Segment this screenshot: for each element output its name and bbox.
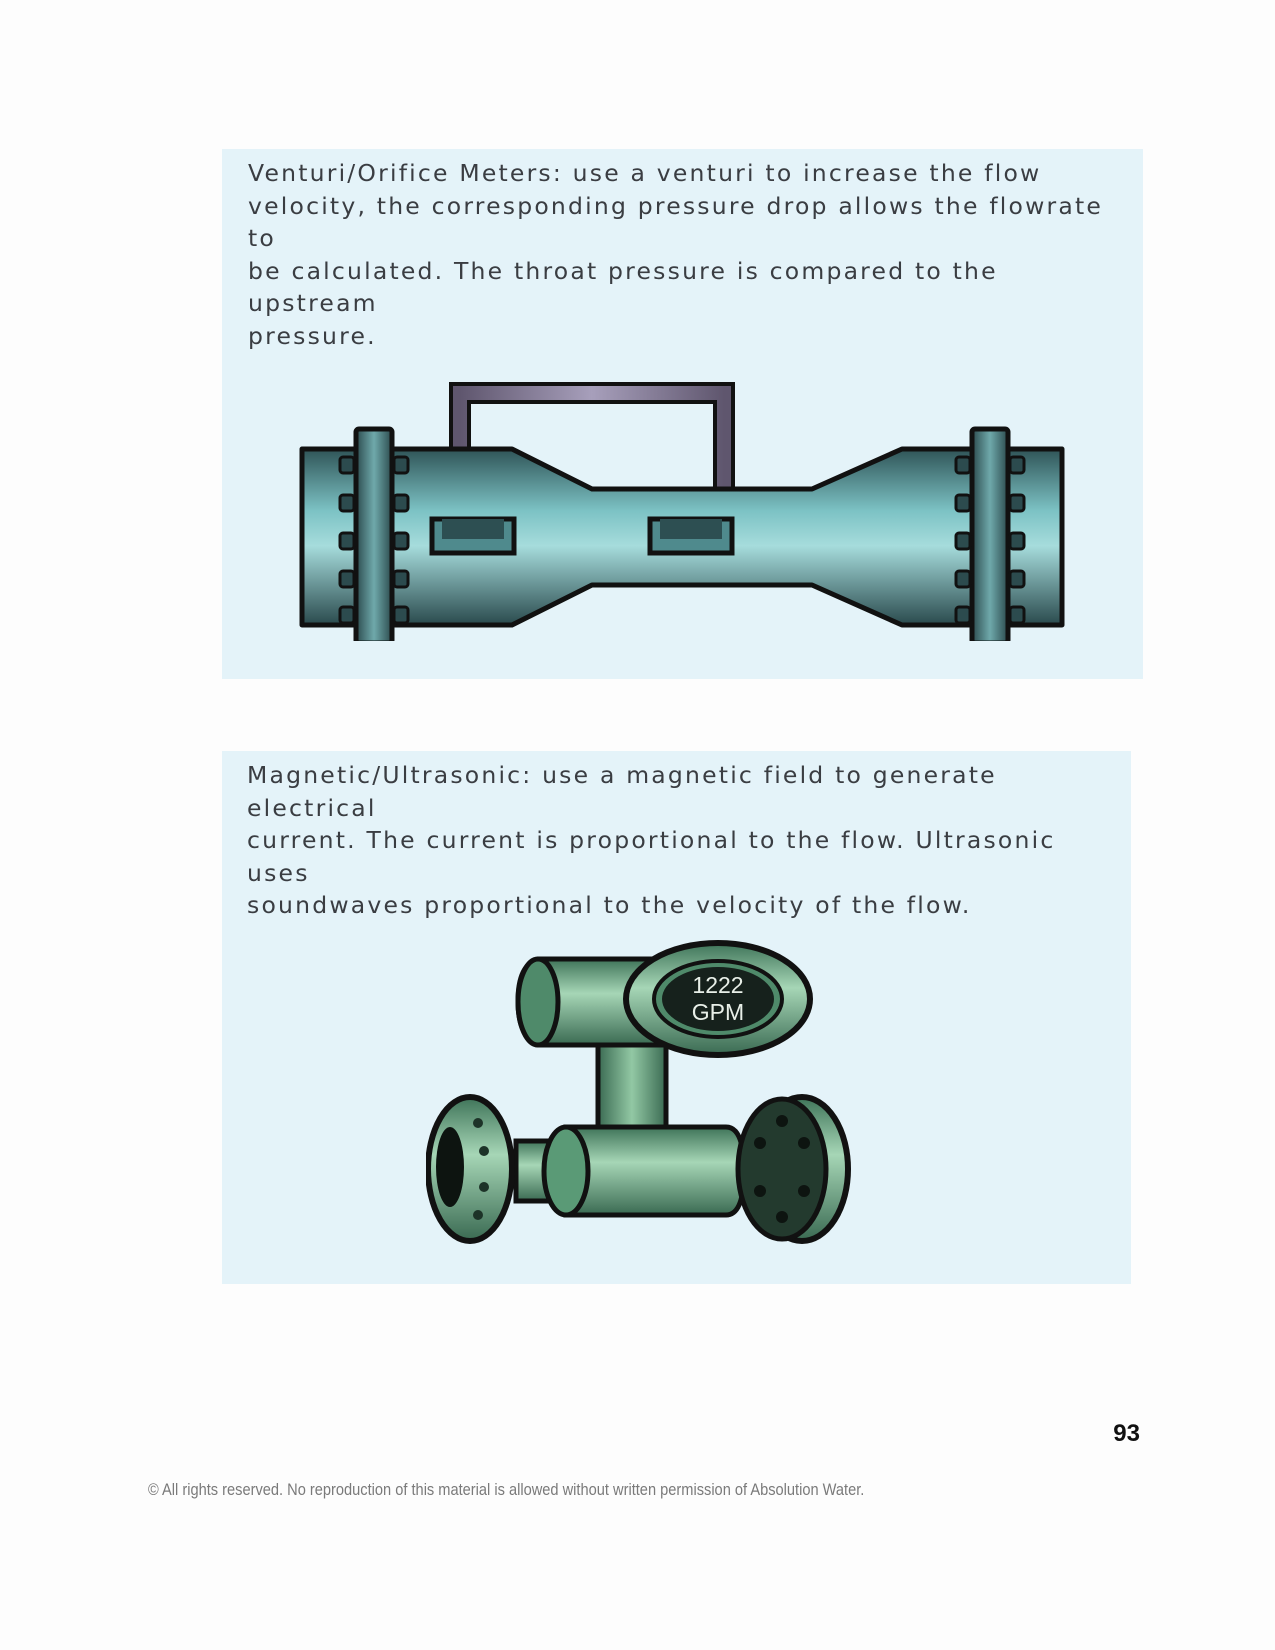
venturi-section-panel [222,149,1143,679]
page-number: 93 [1113,1420,1140,1447]
copyright-notice: © All rights reserved. No reproduction of this material is allowed without written permission of Absolution Water. [148,1480,865,1499]
flow-display-unit: GPM [691,999,745,1025]
magnetic-section-panel [222,751,1131,1284]
magnetic-description: Magnetic/Ultrasonic: use a magnetic field to generate electrical current. The current is proportional to the flow. Ultrasonic uses soundwaves proportional to the velocity of the flow. [247,761,1056,919]
flow-display-value: 1222 [692,972,744,998]
magnetic-flowmeter-icon [426,929,876,1269]
venturi-meter-icon [292,381,1072,641]
venturi-description: Venturi/Orifice Meters: use a venturi to increase the flow velocity, the corresponding pressure drop allows the flowrate to be calculated. The throat pressure is compared to the upstream pressure. [248,159,1104,350]
